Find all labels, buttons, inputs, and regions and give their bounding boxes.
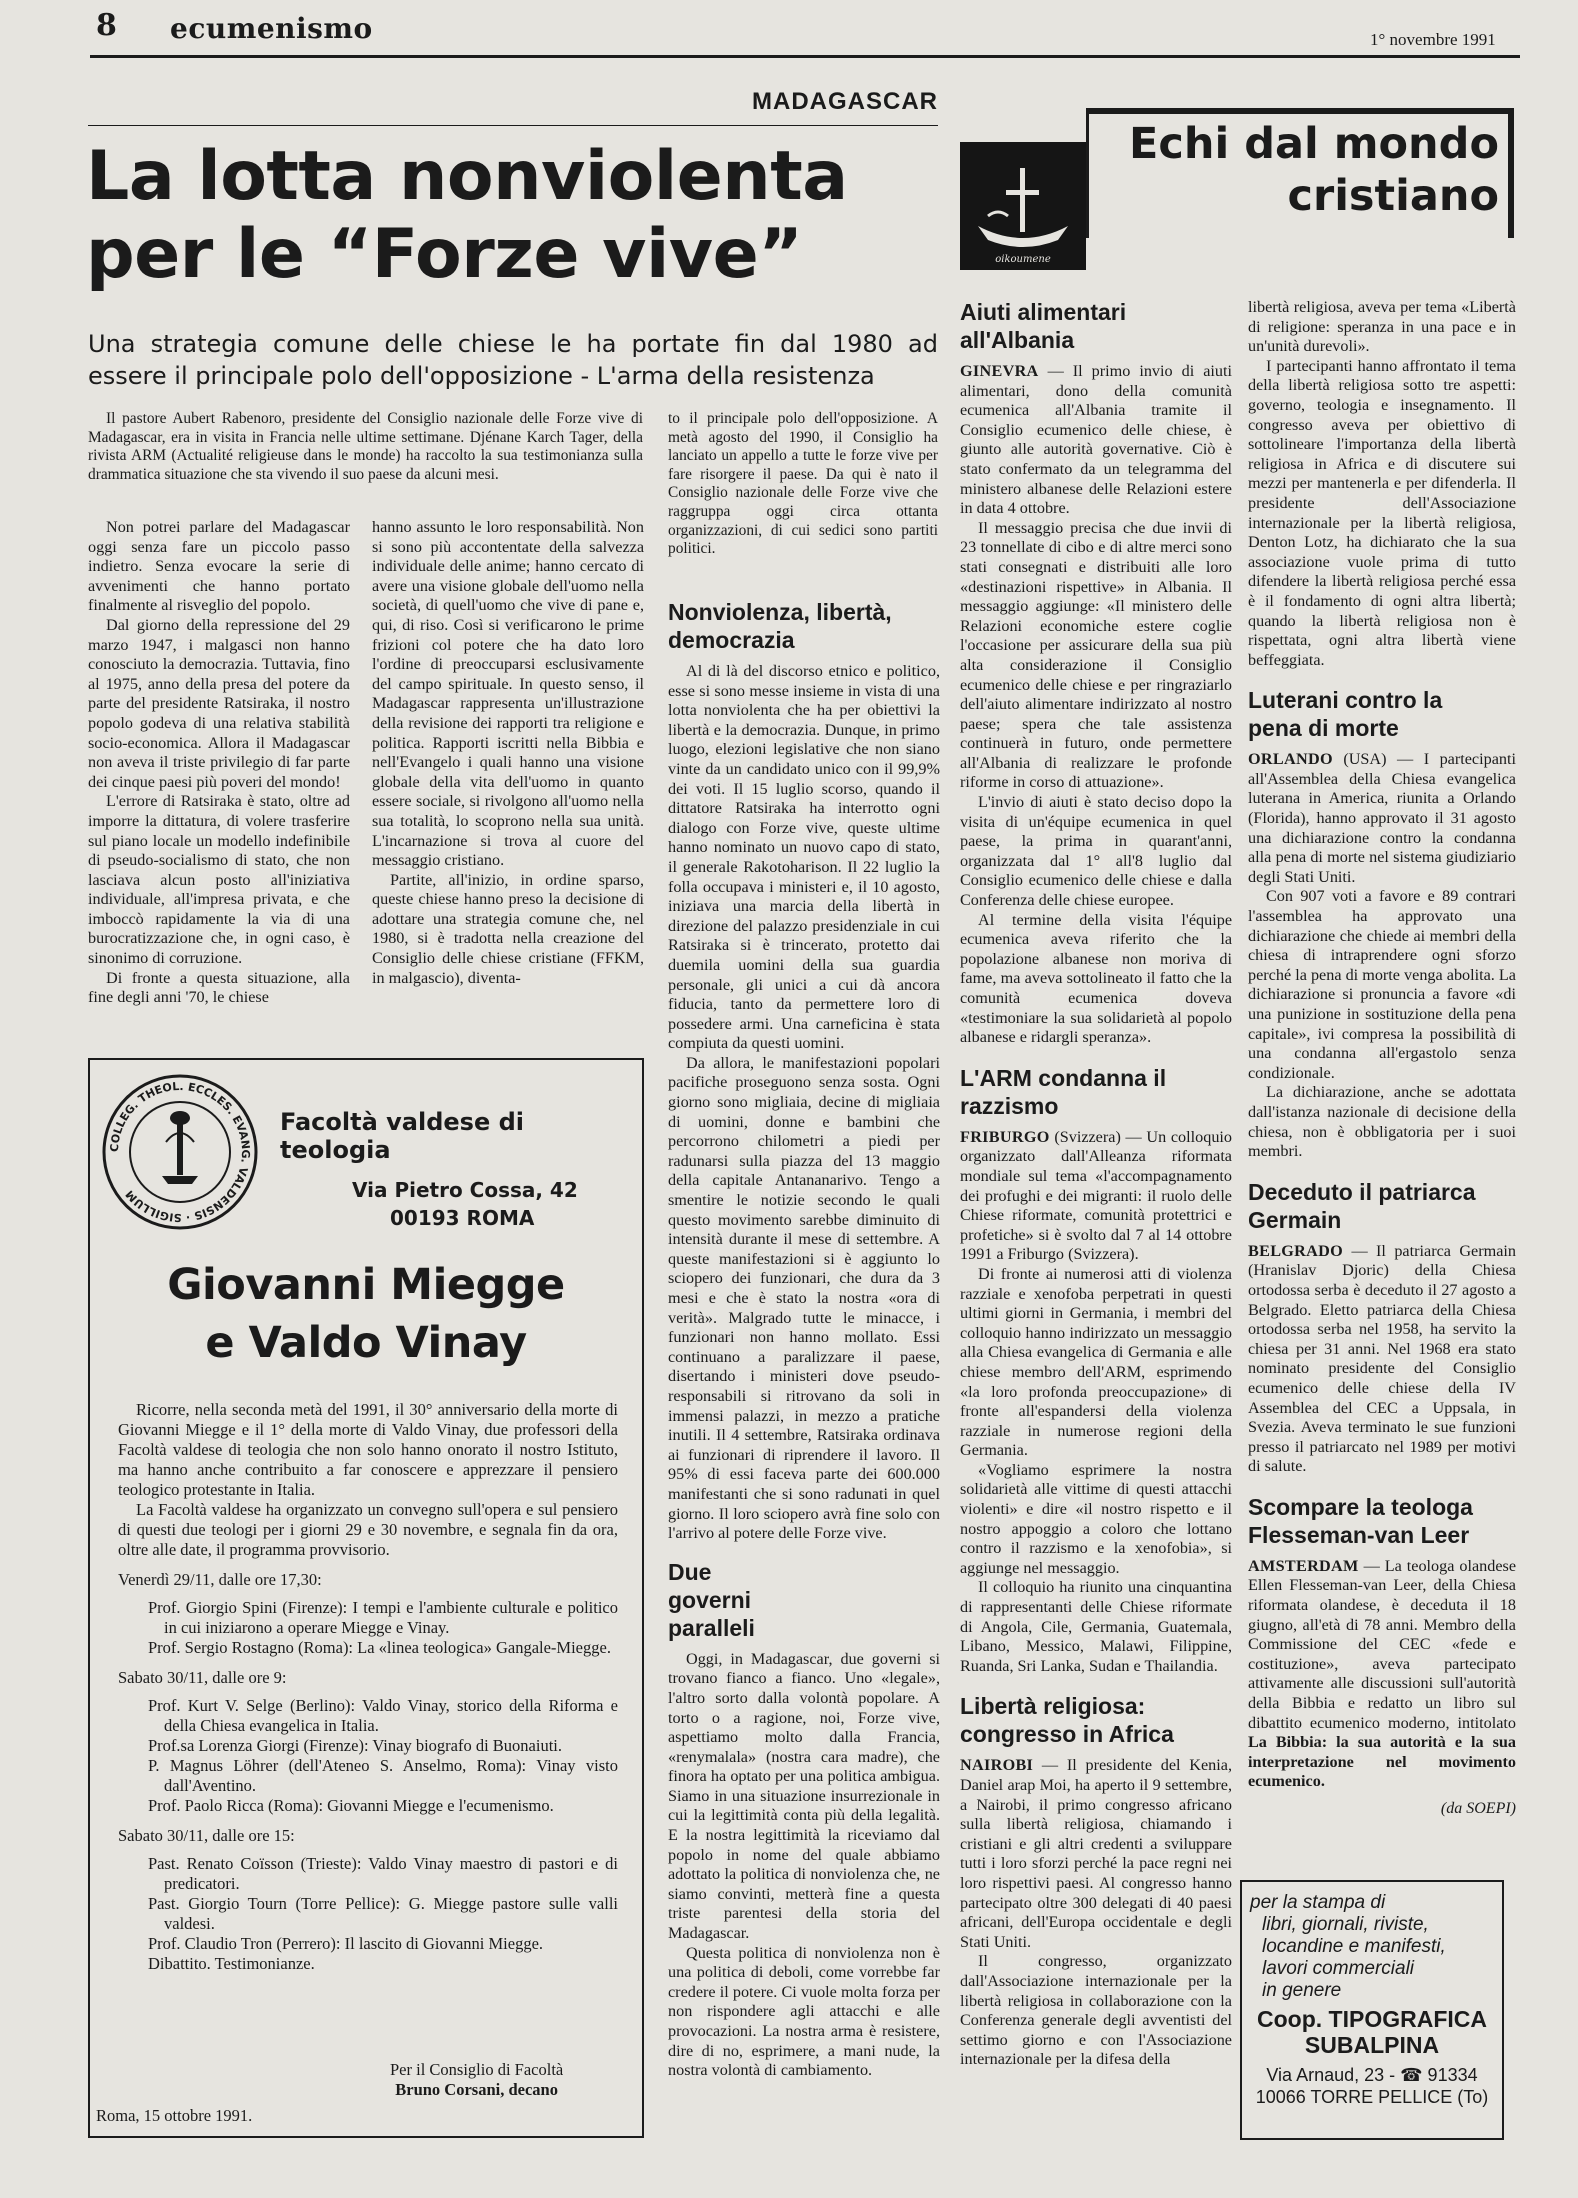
dateline: GINEVRA bbox=[960, 362, 1039, 380]
paragraph: Non potrei parlare del Madagascar oggi senza fare un piccolo passo indietro. Senza evocare la serie di avvenimenti che hanno portato finalmente al risveglio del popolo. bbox=[88, 518, 350, 615]
kicker-rule bbox=[88, 125, 938, 126]
dateline: BELGRADO bbox=[1248, 1241, 1344, 1260]
paragraph: L'invio di aiuti è stato deciso dopo la visita di un'équipe ecumenica in quel paese, la prima in quarant'anni, organizzata dal 1° all'8 luglio dal Consiglio ecumenico delle chiese e dalla Conferenza delle chiese europee. bbox=[960, 793, 1232, 910]
dateline: ORLANDO bbox=[1248, 750, 1333, 769]
paragraph: Con 907 voti a favore e 89 contrari l'assemblea ha approvato una dichiarazione che chiede ai membri della chiesa di intraprendere ogni sforzo perché la pena di morte venga abolita. La dichiarazione si pronuncia a favore «di una punizione in sostituzione della pena capitale», ivi compresa la possibilità di una condanna all'ergastolo senza condizionale. bbox=[1248, 887, 1516, 1082]
echi-title-line-1: Echi dal mondo bbox=[1129, 119, 1499, 169]
article-headline bbox=[86, 138, 848, 294]
paragraph: Da allora, le manifestazioni popolari pacifiche proseguono senza sosta. Ogni giorno sono migliaia, decine di migliaia di uomini, donne e bambini che percorrono chilometri a piedi per radunarsi sulla piazza del 13 maggio della capitale Antananarivo. Tengo a smentire le notizie secondo le quali questo movimento sarebbe diminuito di intensità durante il mese di settembre. A queste manifestazioni si è aggiunto lo sciopero dei funzionari, che dura da 3 mesi e che è stato la nostra «ora di verità». Malgrado tutte le minacce, i funzionari non hanno mollato. Essi continuano a paralizzare il paese, disertando i ministeri dove pseudo-responsabili si ritrovano da soli in immensi palazzi, in mezzo a pratiche inutili. Il 4 settembre, Ratsiraka ordinava ai funzionari di riprendere il lavoro. Il 95% di essi faceva parte dei 600.000 manifestanti che si sono radunati in quel giorno. Il loro sciopero avrà fine solo con l'arrivo al potere delle Forze vive. bbox=[668, 1053, 940, 1543]
header-rule bbox=[90, 55, 1520, 58]
echi-title-line-2: cristiano bbox=[1287, 171, 1499, 221]
signature-line-2: Bruno Corsani, decano bbox=[395, 2080, 558, 2099]
paragraph: Di fronte a questa situazione, alla fine degli anni '70, le chiese bbox=[88, 968, 350, 1007]
article-column-2 bbox=[372, 518, 644, 988]
paragraph: Il congresso, organizzato dall'Associazione internazionale per la libertà religiosa in collaborazione con la Conferenza generale degli avventisti del settimo giorno e con l'Associazione internazionale per la difesa della bbox=[960, 1952, 1232, 2069]
program-day: Sabato 30/11, dalle ore 9: bbox=[118, 1668, 287, 1687]
news-source: (da SOEPI) bbox=[1440, 1800, 1516, 1817]
ad-line: lavori commerciali bbox=[1262, 1958, 1415, 1979]
section-name: ecumenismo bbox=[170, 12, 373, 45]
paragraph: libertà religiosa, aveva per tema «Libertà di religione: speranza in una pace e in un'unità durevoli». bbox=[1248, 298, 1516, 356]
headline-line-2: per le “Forze vive” bbox=[86, 215, 803, 294]
news-heading: Aiuti alimentari all'Albania bbox=[960, 299, 1127, 353]
printer-name-2: SUBALPINA bbox=[1304, 2032, 1440, 2058]
paragraph: I partecipanti hanno affrontato il tema della libertà religiosa sotto tre aspetti: governo, teologia e insegnamento. Il congresso aveva per obiettivo di sottolineare l'importanza della libertà religiosa in Africa e di discutere sui mezzi per mantenerla e per difenderla. Il presidente dell'Associazione internazionale per la libertà religiosa, Denton Lotz, ha dichiarato che la sua associazione vuole prima di tutto difendere la libertà religiosa perché essa è il fondamento di ogni altra libertà; quando la libertà religiosa non è rispettata, ogni altra libertà viene beffeggiata. bbox=[1248, 356, 1516, 669]
printer-name-1: Coop. TIPOGRAFICA bbox=[1257, 2006, 1487, 2032]
oikoumene-boat-icon bbox=[960, 142, 1086, 270]
program-item: P. Magnus Löhrer (dell'Ateneo S. Anselmo, Roma): Vinay visto dall'Aventino. bbox=[148, 1756, 618, 1795]
paragraph: L'errore di Ratsiraka è stato, oltre ad imporre la dittatura, di volere trasferire sul piano locale un modello indefinibile di pseudo-socialismo di stato, che non lasciava alcun posto all'iniziativa individuale, all'impresa privata, e che imboccò rapidamente la via di una burocratizzazione che, in ogni caso, è sinonimo di corruzione. bbox=[88, 792, 350, 968]
paragraph: (USA) — I partecipanti all'Assemblea della Chiesa evangelica luterana in America, riunita a Orlando (Florida), hanno approvato il 31 agosto una dichiarazione contro la condanna alla pena di morte nel sistema giudiziario degli Stati Uniti. bbox=[1248, 750, 1516, 886]
program-item: Dibattito. Testimonianze. bbox=[148, 1954, 315, 1973]
echi-title bbox=[1107, 118, 1499, 222]
faculty-address-2: 00193 ROMA bbox=[390, 1206, 535, 1230]
news-heading: Libertà religiosa: congresso in Africa bbox=[960, 1693, 1174, 1748]
paragraph: Oggi, in Madagascar, due governi si trovano fianco a fianco. Uno «legale», l'altro sorto dalla volontà popolare. A torto o a ragione, noi, Forze vive, aspettiamo molto dalla Francia, «renymalala» (nostra cara madre), che finora ha optato per una politica ambigua. Siamo in una situazione insurrezionale in cui la legittimità conta più della legalità. E la nostra legittimità la riceviamo dal popolo in nome del quale abbiamo adottato la politica di nonviolenza che, ne siamo convinti, metterà fine a questa triste parentesi della storia del Madagascar. bbox=[668, 1649, 940, 1943]
ad-line: libri, giornali, riviste, bbox=[1262, 1914, 1429, 1935]
printer-address-2: 10066 TORRE PELLICE (To) bbox=[1255, 2087, 1489, 2107]
program-item: Past. Giorgio Tourn (Torre Pellice): G. Miegge pastore sulle valli valdesi. bbox=[148, 1894, 618, 1933]
svg-text:COLLEG. THEOL. ECCLES. EVANG.: COLLEG. THEOL. ECCLES. EVANG. VALDENSIS · SIGILLUM bbox=[107, 1079, 253, 1225]
echi-header-box bbox=[1086, 108, 1514, 238]
ad-title-line-2: e Valdo Vinay bbox=[205, 1318, 527, 1368]
paragraph: hanno assunto le loro responsabilità. Non si sono più accontentate della salvezza individuale delle anime; hanno cercato di avere una visione globale dell'uomo nella società, di quell'uomo che vive di pane e, qui, di riso. Così si verificarono le prime frizioni col potere che ha dato loro l'ordine di preoccuparsi esclusivamente del campo spirituale. In questo senso, il Madagascar rappresenta un'illustrazione della revisione dei rapporti tra religione e politica. Rapporti iscritti nella Bibbia e nell'Evangelo i quali hanno una visione globale della vita dell'uomo in quanto essere sociale, si rivolgono all'uomo nella sua totalità, lo scoprono nella sua unità. L'incarnazione si trova al cuore del messaggio cristiano. bbox=[372, 518, 644, 870]
dateline: FRIBURGO bbox=[960, 1127, 1050, 1146]
paragraph: Partite, all'inizio, in ordine sparso, queste chiese hanno preso la decisione di adottare una strategia comune che, nel 1980, si è tradotta nella creazione del Consiglio delle chiese cristiane (FFKM, in malgascio), diventa- bbox=[372, 870, 644, 987]
printing-ad-lines bbox=[1250, 1892, 1494, 2002]
intro-paragraph-cont: to il principale polo dell'opposizione. A metà agosto del 1990, il Consiglio ha lanciato un appello a tutte le forze vive per fare risorgere il paese. Da qui è nato il Consiglio nazionale delle Forze vive che raggruppa oggi circa ottanta organizzazioni, di cui sedici sono partiti politici. bbox=[668, 410, 938, 558]
paragraph: — Il primo invio di aiuti alimentari, dono della comunità ecumenica all'Albania tramite il Consiglio ecumenico delle chiese, è giunto alle autorità governative. Ciò è stato confermato da un telegramma del ministero albanese delle Relazioni estere in data 4 ottobre. bbox=[960, 362, 1232, 518]
ad-title-line-1: Giovanni Miegge bbox=[167, 1260, 565, 1310]
paragraph: — Il presidente del Kenia, Daniel arap Moi, ha aperto il 9 settembre, a Nairobi, il primo congresso africano sulla libertà religiosa, chiamando i cristiani e gli altri credenti a sviluppare tutti i loro sforzi perché la pace regni nei loro rispettivi paesi. Al congresso hanno partecipato oltre 300 delegati di 40 paesi africani, dell'Europa occidentale e degli Stati Uniti. bbox=[960, 1756, 1232, 1951]
printing-ad-address bbox=[1250, 2064, 1494, 2108]
paragraph: Di fronte ai numerosi atti di violenza razziale e xenofoba perpetrati in questi ultimi giorni in Germania, i membri del colloquio hanno indirizzato un messaggio alla Chiesa evangelica di Germania e alle chiese membro dell'ARM, esprimendo «la loro profonda preoccupazione» di fronte all'espandersi della violenza razziale in numerose regioni della Germania. bbox=[960, 1264, 1232, 1460]
subheading: Due governi paralleli bbox=[668, 1558, 755, 1641]
news-heading: Scompare la teologa Flesseman-van Leer bbox=[1248, 1493, 1473, 1548]
paragraph: «Vogliamo esprimere la nostra solidarietà alle vittime di questi attacchi violenti» e dire «il nostro rispetto e il nostro appoggio a coloro che lottano contro il razzismo e la xenofobia», si aggiunge nel messaggio. bbox=[960, 1460, 1232, 1577]
ad-signature bbox=[390, 2060, 563, 2100]
paragraph: Al termine della visita l'équipe ecumenica aveva riferito che la popolazione albanese non moriva di fame, ma aveva sottolineato il fatto che la comunità ecumenica doveva «testimoniare la sua solidarietà al popolo albanese e ridargli speranza». bbox=[960, 910, 1232, 1047]
faculty-seal bbox=[100, 1072, 260, 1232]
page-number: 8 bbox=[96, 8, 117, 43]
logo-caption: oikoumene bbox=[995, 254, 1051, 265]
program-item: Prof.sa Lorenza Giorgi (Firenze): Vinay biografo di Buonaiuti. bbox=[148, 1736, 563, 1755]
ad-place-date: Roma, 15 ottobre 1991. bbox=[96, 2106, 253, 2125]
paragraph: — Il patriarca Germain (Hranislav Djoric) della Chiesa ortodossa serba è deceduto il 27 agosto a Belgrado. Eletto patriarca della Chiesa ortodossa serba nel 1958, ha servito la chiesa per 31 anni. Nel 1968 era stato nominato presidente del Consiglio ecumenico delle chiese della IV Assemblea del CEC a Uppsala, in Svezia. Aveva terminato le sue funzioni presso il patriarcato nel 1989 per motivi di salute. bbox=[1248, 1241, 1516, 1476]
echi-column-2 bbox=[1248, 298, 1516, 1818]
echi-column-1 bbox=[960, 298, 1232, 2070]
program-day: Sabato 30/11, dalle ore 15: bbox=[118, 1826, 295, 1845]
faculty-address-1: Via Pietro Cossa, 42 bbox=[352, 1178, 578, 1202]
subheading: Nonviolenza, libertà, democrazia bbox=[668, 599, 892, 653]
news-heading: L'ARM condanna il razzismo bbox=[960, 1064, 1167, 1119]
printer-address-1: Via Arnaud, 23 - ☎ 91334 bbox=[1266, 2065, 1478, 2085]
printing-ad-name bbox=[1250, 2006, 1494, 2058]
program-item: Past. Renato Coïsson (Trieste): Valdo Vinay maestro di pastori e di predicatori. bbox=[148, 1854, 618, 1893]
article-intro-cont bbox=[668, 410, 938, 559]
program-item: Prof. Kurt V. Selge (Berlino): Valdo Vinay, storico della Riforma e della Chiesa evangelica in Italia. bbox=[148, 1696, 618, 1735]
paragraph: Il colloquio ha riunito una cinquantina di rappresentanti delle Chiese riformate di Angola, Cile, Germania, Guatemala, Libano, Messico, Malawi, Filippine, Ruanda, Sri Lanka, Sudan e Thailandia. bbox=[960, 1578, 1232, 1675]
headline-line-1: La lotta nonviolenta bbox=[86, 137, 848, 216]
paragraph: La Facoltà valdese ha organizzato un convegno sull'opera e sul pensiero di questi due teologi per i giorni 29 e 30 novembre, e segnala fin da ora, oltre alle date, il programma provvisorio. bbox=[118, 1500, 618, 1559]
paragraph: (Svizzera) — Un colloquio organizzato dall'Alleanza riformata mondiale sul tema «l'accompagnamento dei profughi e dei migranti: il ruolo delle Chiese riformate, comunità protettrici e profetiche» si è svolto dal 7 al 14 ottobre 1991 a Friburgo (Svizzera). bbox=[960, 1127, 1233, 1264]
dateline: AMSTERDAM bbox=[1248, 1556, 1359, 1575]
dateline: NAIROBI bbox=[960, 1756, 1034, 1775]
article-column-3 bbox=[668, 598, 940, 2081]
news-heading: Luterani contro la pena di morte bbox=[1248, 687, 1443, 742]
faculty-name: Facoltà valdese di teologia bbox=[280, 1108, 524, 1164]
article-intro bbox=[88, 410, 643, 484]
paragraph: Questa politica di nonviolenza non è una politica di deboli, come vorrebbe far credere il potere. Ci vuole molta forza per non rispondere agli attacchi e alle provocazioni. La nostra arma è resistere, dire di no, esprimere, a mani nude, la nostra volontà di cambiamento. bbox=[668, 1943, 940, 2080]
program-item: Prof. Sergio Rostagno (Roma): La «linea teologica» Gangale-Miegge. bbox=[148, 1638, 611, 1657]
paragraph: Dal giorno della repressione del 29 marzo 1947, i malgasci non hanno conosciuto la democrazia. Tuttavia, fino al 1975, anno della presa del potere da parte del presidente Ratsiraka, il nostro popolo godeva di una relativa stabilità socio-economica. Allora il Madagascar non aveva il triste privilegio di far parte dei cinque paesi più poveri del mondo! bbox=[88, 615, 350, 791]
issue-date: 1° novembre 1991 bbox=[1370, 30, 1496, 49]
book-title: La Bibbia: la sua autorità e la sua interpretazione nel movimento ecumenico. bbox=[1248, 1733, 1516, 1791]
echi-header-logo bbox=[960, 142, 1086, 270]
ad-line: locandine e manifesti, bbox=[1262, 1936, 1446, 1957]
program-day: Venerdì 29/11, dalle ore 17,30: bbox=[118, 1570, 322, 1589]
paragraph: Ricorre, nella seconda metà del 1991, il 30° anniversario della morte di Giovanni Miegge e il 1° della morte di Valdo Vinay, due professori della Facoltà valdese di teologia che non solo hanno onorato il nostro Istituto, ma hanno anche contribuito a far conoscere e apprezzare il pensiero teologico protestante in Italia. bbox=[118, 1400, 618, 1499]
ad-line: per la stampa di bbox=[1250, 1892, 1386, 1913]
program-item: Prof. Paolo Ricca (Roma): Giovanni Miegge e l'ecumenismo. bbox=[148, 1796, 554, 1815]
program-item: Prof. Claudio Tron (Perrero): Il lascito di Giovanni Miegge. bbox=[148, 1934, 544, 1953]
article-column-1 bbox=[88, 518, 350, 1008]
printing-ad bbox=[1240, 1880, 1504, 2140]
paragraph: La dichiarazione, anche se adottata dall'istanza nazionale di decisione della chiesa, non è obbligatoria per i suoi membri. bbox=[1248, 1083, 1516, 1161]
ad-body bbox=[118, 1400, 618, 1974]
signature-line-1: Per il Consiglio di Facoltà bbox=[390, 2060, 564, 2079]
news-heading: Deceduto il patriarca Germain bbox=[1248, 1178, 1476, 1233]
paragraph: — La teologa olandese Ellen Flesseman-van Leer, della Chiesa riformata olandese, è deceduta il 18 giugno, all'età di 78 anni. Membro della Commissione del CEC «fede e costituzione», aveva partecipato attivamente alle discussioni sull'autorità della Bibbia e redatto un libro sul dibattito ecumenico moderno, intitolato bbox=[1248, 1556, 1517, 1732]
program-item: Prof. Giorgio Spini (Firenze): I tempi e l'ambiente culturale e politico in cui iniziarono a operare Miegge e Vinay. bbox=[148, 1598, 618, 1637]
article-kicker: MADAGASCAR bbox=[752, 88, 938, 115]
intro-paragraph: Il pastore Aubert Rabenoro, presidente del Consiglio nazionale delle Forze vive di Madagascar, era in visita in Francia nelle ultime settimane. Djénane Karch Tager, della rivista ARM (Actualité religieuse dans le monde) ha raccolto la sua testimonianza sulla drammatica situazione che sta vivendo il suo paese da alcuni mesi. bbox=[88, 410, 643, 483]
article-subtitle: Una strategia comune delle chiese le ha portate fin dal 1980 ad essere il principale polo dell'opposizione - L'arma della resistenza bbox=[88, 330, 938, 390]
faculty-announcement bbox=[88, 1058, 644, 2138]
paragraph: Il messaggio precisa che due invii di 23 tonnellate di cibo e di altre merci sono stati consegnati e distribuiti alle loro «destinazioni rispettive» in Albania. Il messaggio aggiunge: «Il ministero delle Relazioni economiche estere coglie l'occasione per assicurare della sua più alta considerazione il Consiglio ecumenico delle chiese e per ringraziarlo dell'aiuto alimentare indirizzato al nostro paese; spera che tale assistenza continuerà in futuro, onde permettere all'Albania di realizzare le profonde riforme in corso di attuazione». bbox=[960, 518, 1232, 792]
ad-line: in genere bbox=[1262, 1980, 1342, 2001]
paragraph: Al di là del discorso etnico e politico, esse si sono messe insieme in vista di una lotta nonviolenta che ha per obiettivi la libertà e la democrazia. Dunque, in primo luogo, elezioni legislative che non siano vinte da un candidato unico con il 99,9% dei voti. Il 15 luglio scorso, quando il dittatore Ratsiraka ha interrotto ogni dialogo con Forze vive, queste ultime hanno nominato un nuovo capo di stato, il generale Rakotoharison. Il 22 luglio la folla occupava i ministeri e, il 10 agosto, iniziava una marcia della libertà in direzione del palazzo presidenziale in cui Ratsiraka si è trincerato, protetto dai duemila uomini della sua guardia personale, gli unici a cui dà ancora fiducia, tanto da permettere loro di possedere armi. Una carneficina è stata compiuta da questi uomini. bbox=[668, 662, 940, 1053]
seal-emblem-icon bbox=[100, 1072, 260, 1232]
ad-title bbox=[90, 1256, 642, 1372]
